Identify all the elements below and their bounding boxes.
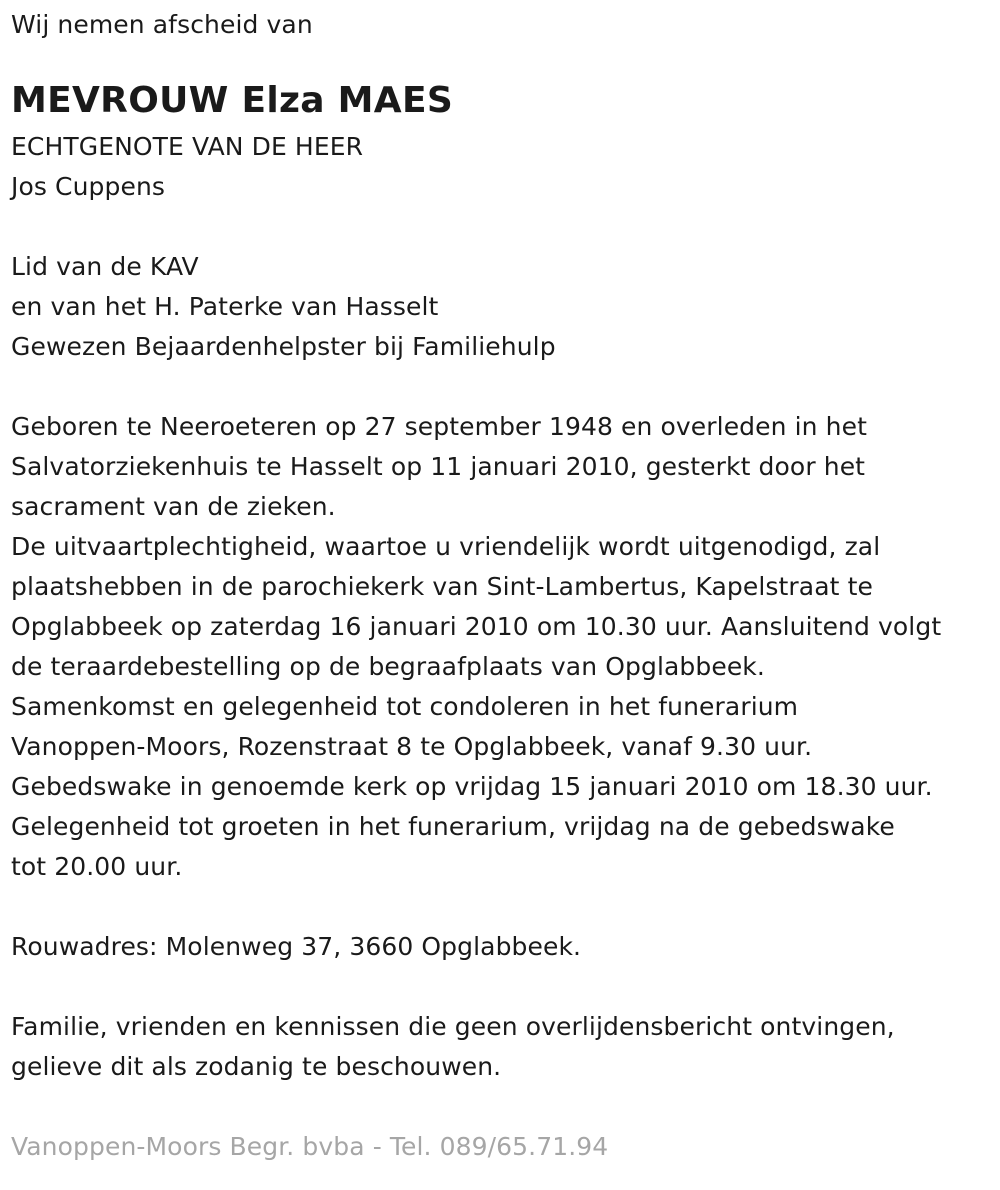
details-line: sacrament van de zieken. [11, 492, 336, 521]
spacer [11, 967, 991, 1007]
closing-line: Familie, vrienden en kennissen die geen overlijdensbericht ontvingen, [11, 1012, 895, 1041]
details-line: De uitvaartplechtigheid, waartoe u vriendelijk wordt uitgenodigd, zal [11, 532, 881, 561]
details-line: Opglabbeek op zaterdag 16 januari 2010 om 10.30 uur. Aansluitend volgt [11, 612, 942, 641]
details-line: Geboren te Neeroeteren op 27 september 1948 en overleden in het [11, 412, 867, 441]
details-line: Gebedswake in genoemde kerk op vrijdag 15 januari 2010 om 18.30 uur. [11, 772, 933, 801]
deceased-name: MEVROUW Elza MAES [11, 80, 454, 121]
funeral-details [11, 407, 991, 887]
closing-line: gelieve dit als zodanig te beschouwen. [11, 1052, 502, 1081]
mourning-address: Rouwadres: Molenweg 37, 3660 Opglabbeek. [11, 932, 582, 961]
memberships [11, 247, 991, 367]
membership-line: en van het H. Paterke van Hasselt [11, 292, 439, 321]
membership-line: Gewezen Bejaardenhelpster bij Familiehulp [11, 332, 556, 361]
details-line: plaatshebben in de parochiekerk van Sint-Lambertus, Kapelstraat te [11, 572, 873, 601]
closing-note [11, 1007, 991, 1087]
spacer [11, 207, 991, 247]
undertaker-footer: Vanoppen-Moors Begr. bvba - Tel. 089/65.71.94 [11, 1132, 609, 1161]
details-line: de teraardebestelling op de begraafplaats van Opglabbeek. [11, 652, 765, 681]
details-line: Samenkomst en gelegenheid tot condoleren in het funerarium [11, 692, 799, 721]
details-line: Salvatorziekenhuis te Hasselt op 11 januari 2010, gesterkt door het [11, 452, 866, 481]
spouse-title: ECHTGENOTE VAN DE HEER [11, 132, 364, 161]
spacer [11, 367, 991, 407]
intro-text: Wij nemen afscheid van [11, 10, 313, 39]
details-line: Vanoppen-Moors, Rozenstraat 8 te Opglabbeek, vanaf 9.30 uur. [11, 732, 813, 761]
details-line: tot 20.00 uur. [11, 852, 183, 881]
membership-line: Lid van de KAV [11, 252, 199, 281]
spacer [11, 887, 991, 927]
spouse-name: Jos Cuppens [11, 172, 166, 201]
details-line: Gelegenheid tot groeten in het funerarium, vrijdag na de gebedswake [11, 812, 895, 841]
death-notice [11, 0, 991, 1167]
